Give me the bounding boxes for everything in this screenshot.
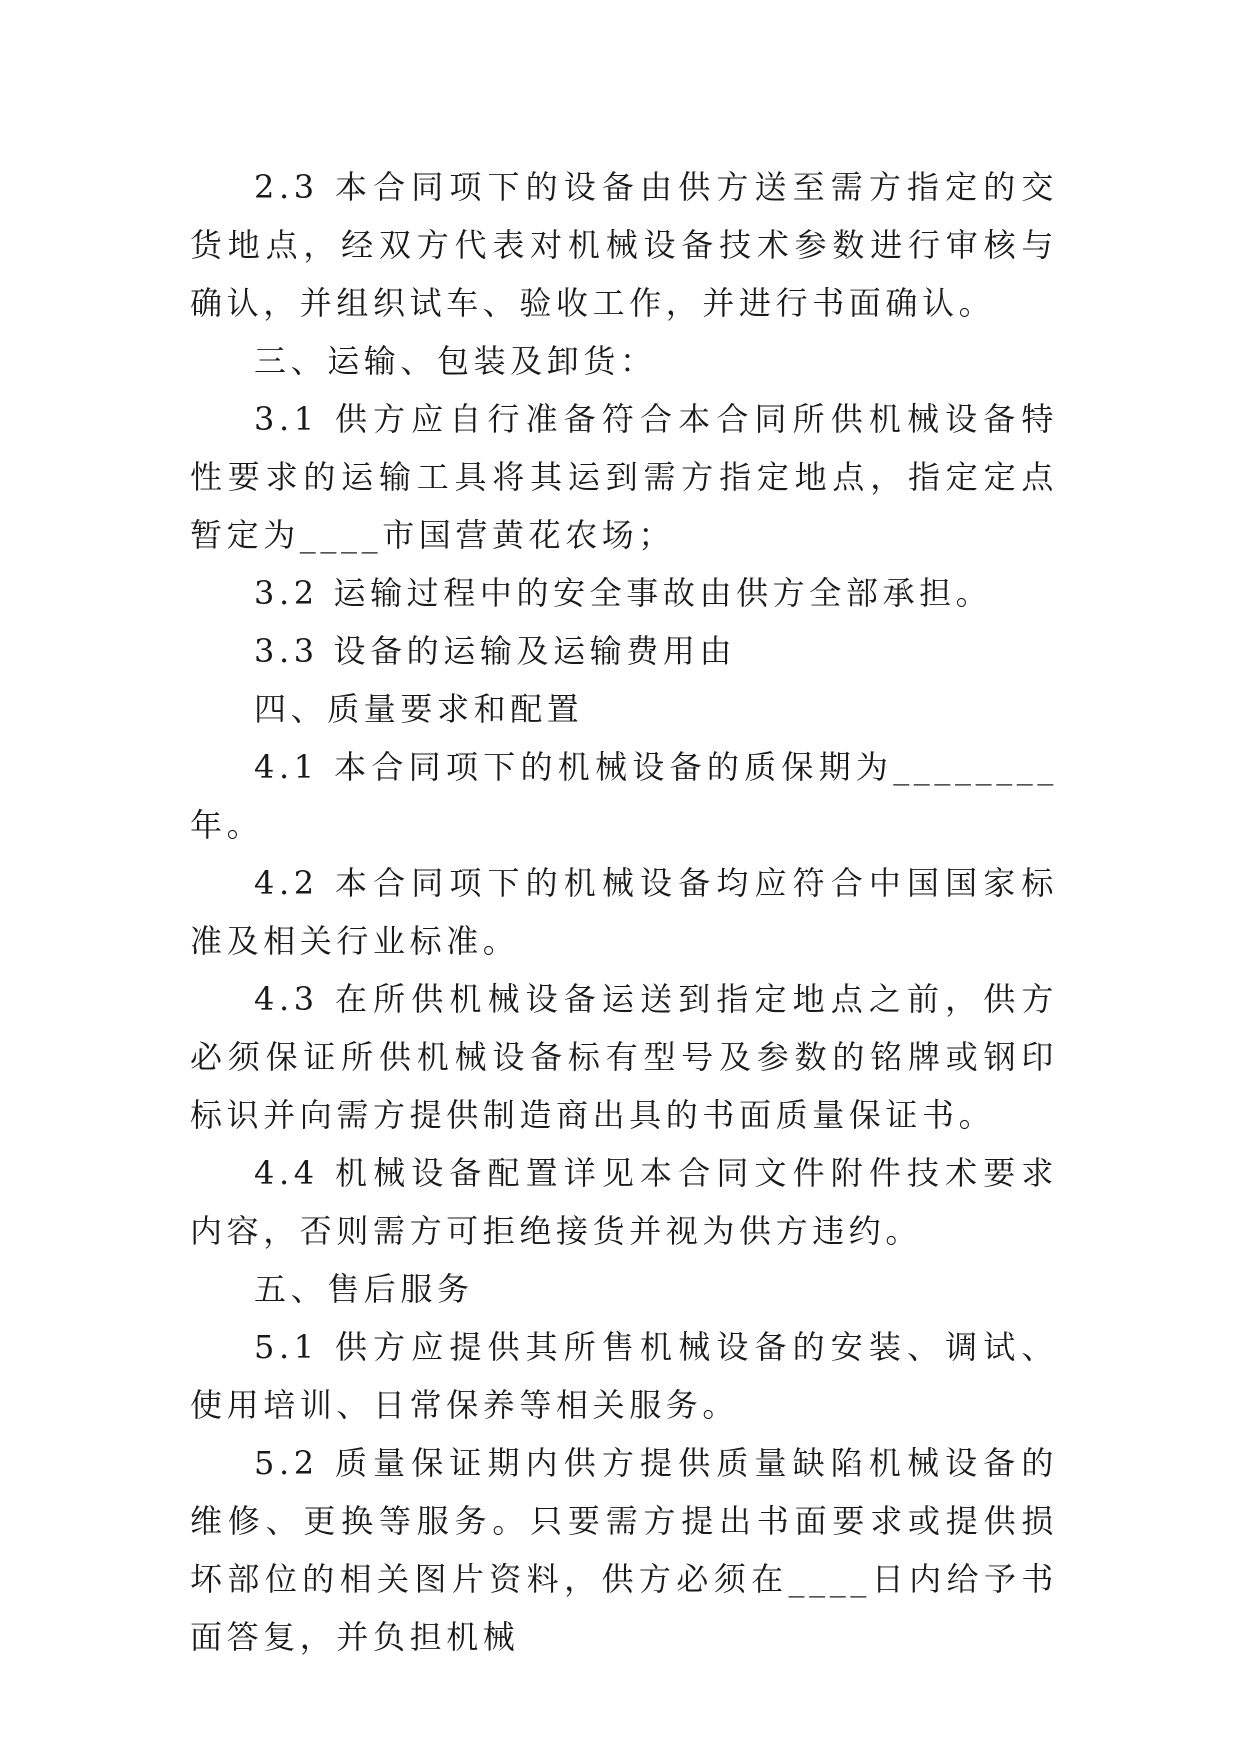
clause-5-1: 5.1 供方应提供其所售机械设备的安装、调试、使用培训、日常保养等相关服务。: [190, 1328, 1058, 1424]
clause-5-2: 5.2 质量保证期内供方提供质量缺陷机械设备的维修、更换等服务。只要需方提出书面要求或提供损坏部位的相关图片资料，供方必须在____日内给予书面答复，并负担机械: [190, 1444, 1058, 1656]
document-body: [190, 158, 1058, 1666]
clause-3-2: 3.2 运输过程中的安全事故由供方全部承担。: [254, 574, 993, 612]
clause-4-2: 4.2 本合同项下的机械设备均应符合中国国家标准及相关行业标准。: [190, 864, 1058, 960]
section-heading-after-sales: 五、售后服务: [254, 1270, 474, 1308]
clause-4-1: 4.1 本合同项下的机械设备的质保期为________年。: [190, 748, 1058, 844]
section-heading-transport: 三、运输、包装及卸货：: [254, 342, 657, 380]
clause-2-3: 2.3 本合同项下的设备由供方送至需方指定的交货地点，经双方代表对机械设备技术参数进行审核与确认，并组织试车、验收工作，并进行书面确认。: [190, 168, 1058, 322]
clause-4-3: 4.3 在所供机械设备运送到指定地点之前，供方必须保证所供机械设备标有型号及参数的铭牌或钢印标识并向需方提供制造商出具的书面质量保证书。: [190, 980, 1058, 1134]
section-heading-quality: 四、质量要求和配置: [254, 690, 584, 728]
clause-4-4: 4.4 机械设备配置详见本合同文件附件技术要求内容，否则需方可拒绝接货并视为供方违约。: [190, 1154, 1058, 1250]
clause-3-1: 3.1 供方应自行准备符合本合同所供机械设备特性要求的运输工具将其运到需方指定地点，指定定点暂定为____市国营黄花农场；: [190, 400, 1058, 554]
clause-3-3: 3.3 设备的运输及运输费用由: [254, 632, 737, 670]
